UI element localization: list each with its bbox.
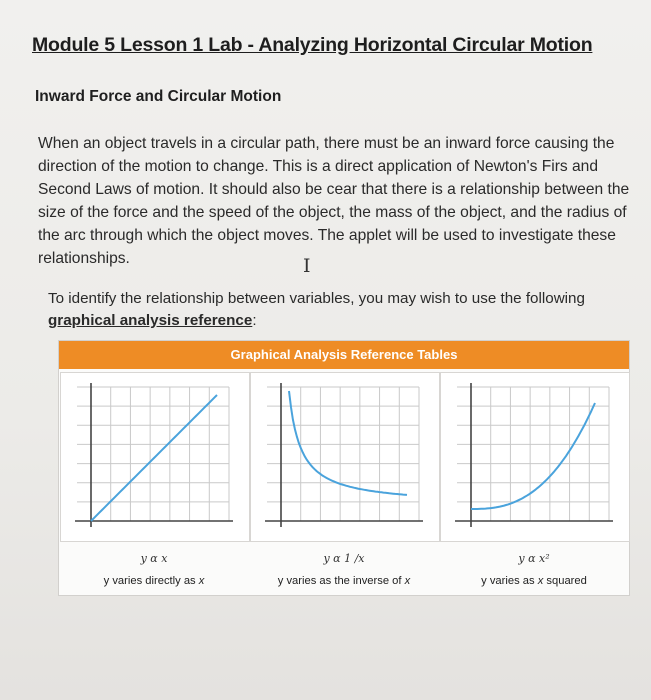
graph-inverse-variation (250, 372, 440, 542)
description-square: y varies as x squared (481, 575, 587, 587)
curve-line (471, 403, 595, 509)
caption-square (440, 552, 628, 587)
direct-variation-chart (61, 373, 249, 541)
caption-inverse (250, 552, 438, 587)
intro-paragraph (48, 288, 628, 332)
description-direct: y varies directly as x (103, 575, 205, 587)
graphical-analysis-reference-link[interactable]: graphical analysis reference (48, 312, 253, 329)
body-paragraph: When an object travels in a circular path, there must be an inward force causing the direction of the motion to change. This is a direct application of Newton's Firs and Second Laws of motion. It should also be cear that there is a relationship between the size of the force and the speed of the object, the mass of the object, and the radius of the arc through which the object moves. The applet will be used to investigate these relationships. (38, 135, 630, 267)
page-title: Module 5 Lesson 1 Lab - Analyzing Horizontal Circular Motion (32, 34, 593, 56)
relation-square: y α x² (518, 552, 550, 565)
intro-suffix: : (252, 312, 257, 329)
graph-square-variation (440, 372, 630, 542)
graphical-analysis-reference-table (58, 340, 630, 596)
text-cursor-icon: I (303, 255, 311, 277)
caption-direct (60, 552, 248, 587)
section-heading: Inward Force and Circular Motion (35, 88, 282, 105)
graph-caption-row (59, 540, 629, 595)
intro-text: To identify the relationship between variables, you may wish to use the following (48, 290, 585, 307)
square-variation-chart (441, 373, 629, 541)
inverse-variation-chart (251, 373, 439, 541)
reference-table-header: Graphical Analysis Reference Tables (59, 341, 629, 369)
relation-inverse: y α 1 /x (323, 552, 365, 565)
description-inverse: y varies as the inverse of x (277, 575, 411, 587)
graph-direct-variation (60, 372, 250, 542)
relation-direct: y α x (140, 552, 168, 565)
